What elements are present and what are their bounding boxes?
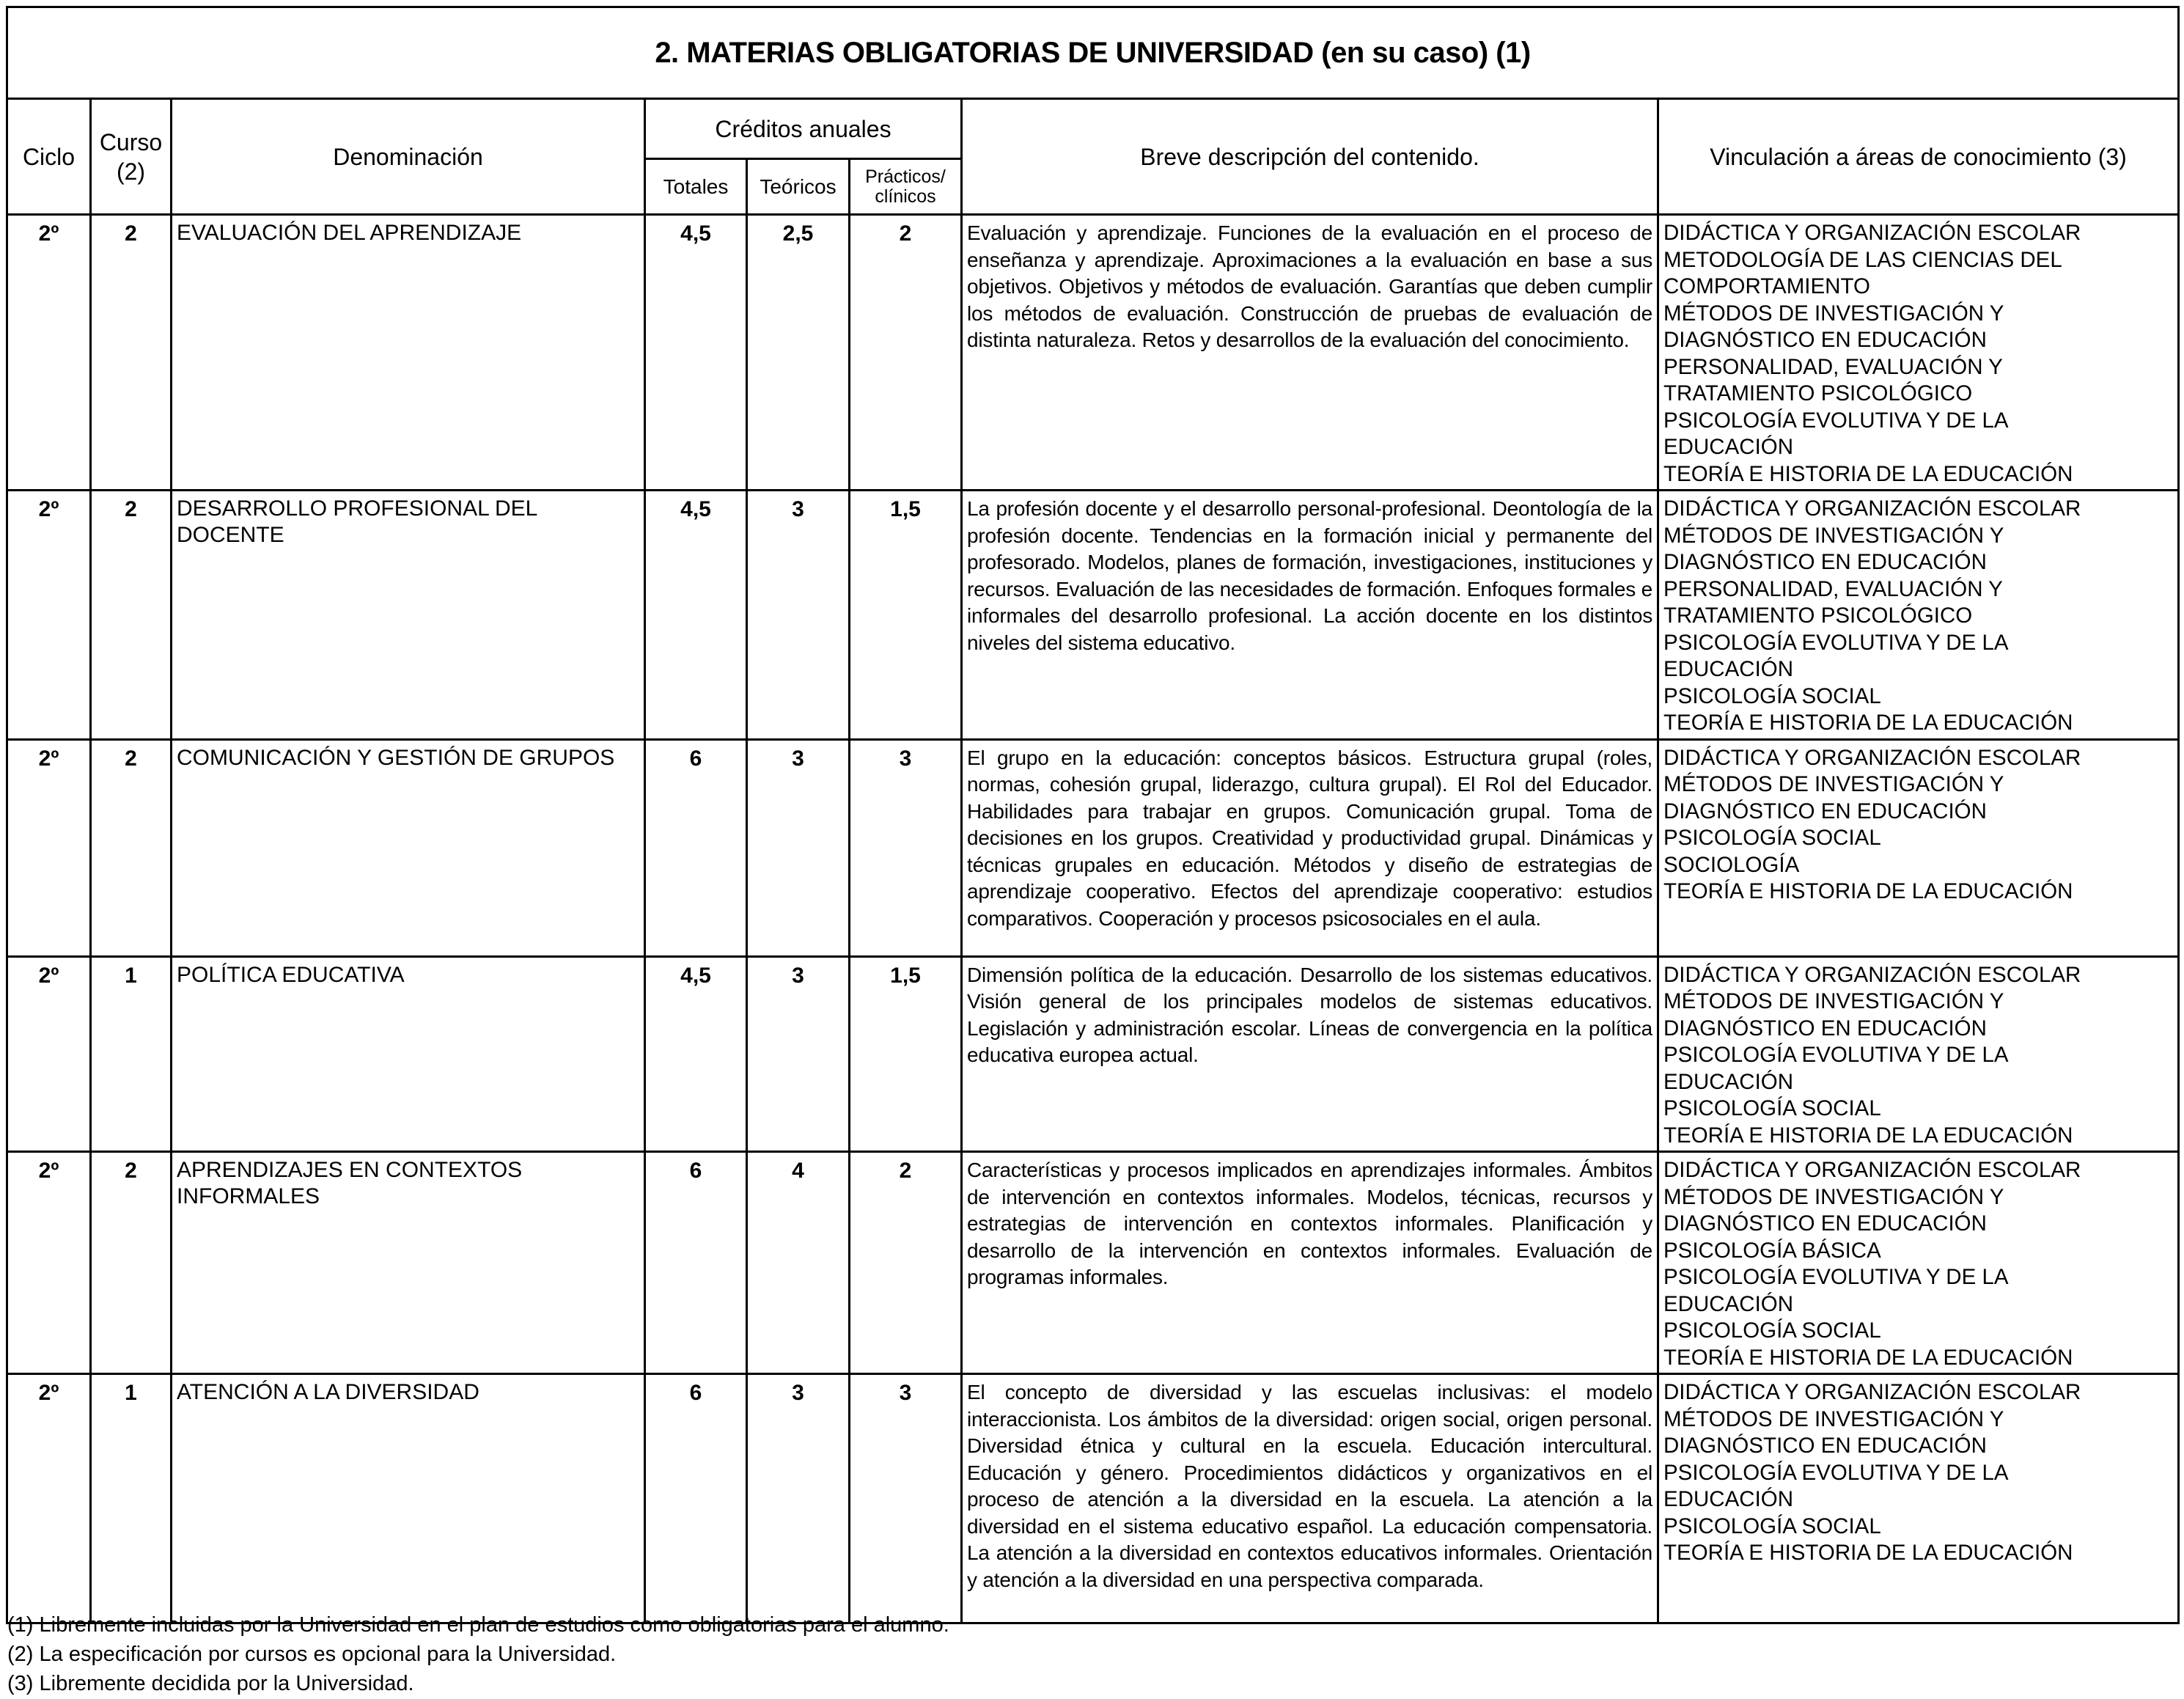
denominacion-cell: COMUNICACIÓN Y GESTIÓN DE GRUPOS — [172, 739, 645, 956]
area-item: PSICOLOGÍA EVOLUTIVA Y DE LA — [1663, 1043, 2009, 1067]
area-item: DIDÁCTICA Y ORGANIZACIÓN ESCOLAR — [1663, 221, 2081, 245]
denominacion-cell: POLÍTICA EDUCATIVA — [172, 956, 645, 1152]
areas-cell — [1658, 215, 2179, 491]
area-item: DIAGNÓSTICO EN EDUCACIÓN — [1663, 1211, 1987, 1236]
practicos-cell: 3 — [850, 1374, 962, 1623]
area-item: MÉTODOS DE INVESTIGACIÓN Y — [1663, 989, 2004, 1013]
footnotes — [7, 1610, 949, 1698]
header-curso-label: Curso — [99, 128, 163, 155]
header-teoricos: Teóricos — [747, 159, 850, 215]
area-item: DIAGNÓSTICO EN EDUCACIÓN — [1663, 550, 1987, 574]
totales-cell: 4,5 — [645, 491, 747, 740]
teoricos-cell: 3 — [747, 956, 850, 1152]
area-item: PSICOLOGÍA SOCIAL — [1663, 826, 1881, 850]
area-item: TEORÍA E HISTORIA DE LA EDUCACIÓN — [1663, 879, 2073, 903]
area-item: TEORÍA E HISTORIA DE LA EDUCACIÓN — [1663, 711, 2073, 735]
area-item: EDUCACIÓN — [1663, 1069, 1794, 1094]
area-item: COMPORTAMIENTO — [1663, 274, 1870, 298]
teoricos-cell: 3 — [747, 1374, 850, 1623]
area-item: DIAGNÓSTICO EN EDUCACIÓN — [1663, 328, 1987, 352]
area-item: TEORÍA E HISTORIA DE LA EDUCACIÓN — [1663, 461, 2073, 486]
area-item: EDUCACIÓN — [1663, 435, 1794, 459]
area-item: PSICOLOGÍA EVOLUTIVA Y DE LA — [1663, 408, 2009, 433]
area-item: TRATAMIENTO PSICOLÓGICO — [1663, 603, 1973, 628]
area-item: METODOLOGÍA DE LAS CIENCIAS DEL — [1663, 247, 2062, 272]
teoricos-cell: 2,5 — [747, 215, 850, 491]
table-row — [7, 739, 2179, 956]
table-row — [7, 215, 2179, 491]
area-item: PSICOLOGÍA EVOLUTIVA Y DE LA — [1663, 630, 2009, 655]
header-curso-note: (2) — [116, 158, 146, 185]
area-item: MÉTODOS DE INVESTIGACIÓN Y — [1663, 1184, 2004, 1209]
descripcion-cell: La profesión docente y el desarrollo personal-profesional. Deontología de la profesión docente. Tendencias en la formación inicial y permanente del profesorado. Modelos, planes de formación, investigaciones, instituciones y recursos. Evaluación de las necesidades de formación. Enfoques formales e informales del desarrollo profesional. La acción docente en los distintos niveles del sistema educativo. — [962, 491, 1658, 740]
areas-cell — [1658, 739, 2179, 956]
area-item: TEORÍA E HISTORIA DE LA EDUCACIÓN — [1663, 1345, 2073, 1370]
header-totales: Totales — [645, 159, 747, 215]
denominacion-cell: ATENCIÓN A LA DIVERSIDAD — [172, 1374, 645, 1623]
area-item: DIDÁCTICA Y ORGANIZACIÓN ESCOLAR — [1663, 1380, 2081, 1404]
areas-cell — [1658, 491, 2179, 740]
descripcion-cell: Características y procesos implicados en aprendizajes informales. Ámbitos de intervención en contextos informales. Modelos, técnicas, recursos y estrategias de intervención en contextos informales. Planificación y desarrollo de la intervención en contextos informales. Evaluación de programas informales. — [962, 1152, 1658, 1374]
area-item: PSICOLOGÍA SOCIAL — [1663, 1096, 1881, 1120]
teoricos-cell: 3 — [747, 491, 850, 740]
header-ciclo: Ciclo — [7, 99, 91, 215]
areas-cell — [1658, 1152, 2179, 1374]
area-item: DIAGNÓSTICO EN EDUCACIÓN — [1663, 1016, 1987, 1041]
ciclo-cell: 2º — [7, 739, 91, 956]
curso-cell: 2 — [91, 215, 172, 491]
denominacion-cell: APRENDIZAJES EN CONTEXTOS INFORMALES — [172, 1152, 645, 1374]
curso-cell: 1 — [91, 1374, 172, 1623]
practicos-cell: 1,5 — [850, 956, 962, 1152]
practicos-cell: 3 — [850, 739, 962, 956]
area-item: PSICOLOGÍA SOCIAL — [1663, 1318, 1881, 1343]
descripcion-cell: Dimensión política de la educación. Desarrollo de los sistemas educativos. Visión general de los principales modelos de sistemas educativos. Legislación y administración escolar. Líneas de convergencia en la política educativa europea actual. — [962, 956, 1658, 1152]
ciclo-cell: 2º — [7, 491, 91, 740]
area-item: DIDÁCTICA Y ORGANIZACIÓN ESCOLAR — [1663, 496, 2081, 521]
area-item: PSICOLOGÍA SOCIAL — [1663, 1513, 1881, 1538]
header-descripcion: Breve descripción del contenido. — [962, 99, 1658, 215]
table-row — [7, 956, 2179, 1152]
ciclo-cell: 2º — [7, 215, 91, 491]
table-row — [7, 1152, 2179, 1374]
area-item: PERSONALIDAD, EVALUACIÓN Y — [1663, 576, 2003, 601]
header-creditos: Créditos anuales — [645, 99, 962, 159]
area-item: PSICOLOGÍA EVOLUTIVA Y DE LA — [1663, 1460, 2009, 1485]
denominacion-cell: EVALUACIÓN DEL APRENDIZAJE — [172, 215, 645, 491]
ciclo-cell: 2º — [7, 1374, 91, 1623]
header-vinculacion: Vinculación a áreas de conocimiento (3) — [1658, 99, 2179, 215]
ciclo-cell: 2º — [7, 956, 91, 1152]
totales-cell: 4,5 — [645, 215, 747, 491]
curso-cell: 2 — [91, 739, 172, 956]
page-title: 2. MATERIAS OBLIGATORIAS DE UNIVERSIDAD (en su caso) (1) — [7, 7, 2179, 99]
area-item: DIAGNÓSTICO EN EDUCACIÓN — [1663, 799, 1987, 823]
totales-cell: 4,5 — [645, 956, 747, 1152]
practicos-cell: 2 — [850, 1152, 962, 1374]
curso-cell: 1 — [91, 956, 172, 1152]
footnote-1: (1) Libremente incluidas por la Universidad en el plan de estudios como obligatorias para el alumno. — [7, 1613, 949, 1637]
area-item: DIDÁCTICA Y ORGANIZACIÓN ESCOLAR — [1663, 745, 2081, 770]
area-item: EDUCACIÓN — [1663, 1487, 1794, 1511]
area-item: EDUCACIÓN — [1663, 1291, 1794, 1316]
header-denominacion: Denominación — [172, 99, 645, 215]
area-item: MÉTODOS DE INVESTIGACIÓN Y — [1663, 1406, 2004, 1431]
areas-cell — [1658, 956, 2179, 1152]
curso-cell: 2 — [91, 491, 172, 740]
area-item: DIDÁCTICA Y ORGANIZACIÓN ESCOLAR — [1663, 962, 2081, 987]
descripcion-cell: Evaluación y aprendizaje. Funciones de la evaluación en el proceso de enseñanza y aprendizaje. Aproximaciones a la evaluación en base a sus objetivos. Objetivos y métodos de evaluación. Garantías que deben cumplir los métodos de evaluación. Construcción de pruebas de evaluación de distinta naturaleza. Retos y desarrollos de la evaluación del conocimiento. — [962, 215, 1658, 491]
footnote-3: (3) Libremente decidida por la Universidad. — [7, 1672, 414, 1695]
curso-cell: 2 — [91, 1152, 172, 1374]
practicos-cell: 2 — [850, 215, 962, 491]
area-item: MÉTODOS DE INVESTIGACIÓN Y — [1663, 772, 2004, 796]
totales-cell: 6 — [645, 1374, 747, 1623]
totales-cell: 6 — [645, 1152, 747, 1374]
area-item: SOCIOLOGÍA — [1663, 852, 1800, 877]
totales-cell: 6 — [645, 739, 747, 956]
area-item: PSICOLOGÍA BÁSICA — [1663, 1238, 1881, 1263]
areas-cell — [1658, 1374, 2179, 1623]
area-item: PERSONALIDAD, EVALUACIÓN Y — [1663, 354, 2003, 379]
teoricos-cell: 3 — [747, 739, 850, 956]
materias-table — [6, 6, 2180, 1624]
area-item: PSICOLOGÍA SOCIAL — [1663, 683, 1881, 708]
table-row — [7, 1374, 2179, 1623]
footnote-2: (2) La especificación por cursos es opcional para la Universidad. — [7, 1643, 617, 1666]
table-body — [7, 215, 2179, 1623]
area-item: TEORÍA E HISTORIA DE LA EDUCACIÓN — [1663, 1541, 2073, 1565]
header-practicos — [850, 159, 962, 215]
area-item: EDUCACIÓN — [1663, 657, 1794, 681]
header-practicos-label: Prácticos/ — [865, 166, 946, 188]
area-item: MÉTODOS DE INVESTIGACIÓN Y — [1663, 301, 2004, 326]
area-item: DIDÁCTICA Y ORGANIZACIÓN ESCOLAR — [1663, 1158, 2081, 1182]
descripcion-cell: El grupo en la educación: conceptos básicos. Estructura grupal (roles, normas, cohesión grupal, liderazgo, cultura grupal). El Rol del Educador. Habilidades para trabajar en grupos. Comunicación grupal. Toma de decisiones en los grupos. Creatividad y productividad grupal. Dinámicas y técnicas grupales en educación. Métodos y diseño de estrategias de aprendizaje cooperativo. Efectos del aprendizaje cooperativo: estudios comparativos. Cooperación y procesos psicosociales en el aula. — [962, 739, 1658, 956]
descripcion-cell: El concepto de diversidad y las escuelas inclusivas: el modelo interaccionista. Los ámbitos de la diversidad: origen social, origen personal. Diversidad étnica y cultural en la escuela. Educación intercultural. Educación y género. Procedimientos didácticos y organizativos en el proceso de atención a la diversidad en la escuela. La atención a la diversidad en el sistema educativo español. La educación compensatoria. La atención a la diversidad en contextos educativos informales. Orientación y atención a la diversidad en una perspectiva comparada. — [962, 1374, 1658, 1623]
area-item: DIAGNÓSTICO EN EDUCACIÓN — [1663, 1434, 1987, 1458]
denominacion-cell: DESARROLLO PROFESIONAL DEL DOCENTE — [172, 491, 645, 740]
ciclo-cell: 2º — [7, 1152, 91, 1374]
area-item: TRATAMIENTO PSICOLÓGICO — [1663, 381, 1973, 406]
header-clinicos-label: clínicos — [875, 186, 936, 207]
teoricos-cell: 4 — [747, 1152, 850, 1374]
area-item: TEORÍA E HISTORIA DE LA EDUCACIÓN — [1663, 1123, 2073, 1148]
practicos-cell: 1,5 — [850, 491, 962, 740]
table-row — [7, 491, 2179, 740]
header-curso — [91, 99, 172, 215]
area-item: MÉTODOS DE INVESTIGACIÓN Y — [1663, 523, 2004, 548]
area-item: PSICOLOGÍA EVOLUTIVA Y DE LA — [1663, 1265, 2009, 1289]
